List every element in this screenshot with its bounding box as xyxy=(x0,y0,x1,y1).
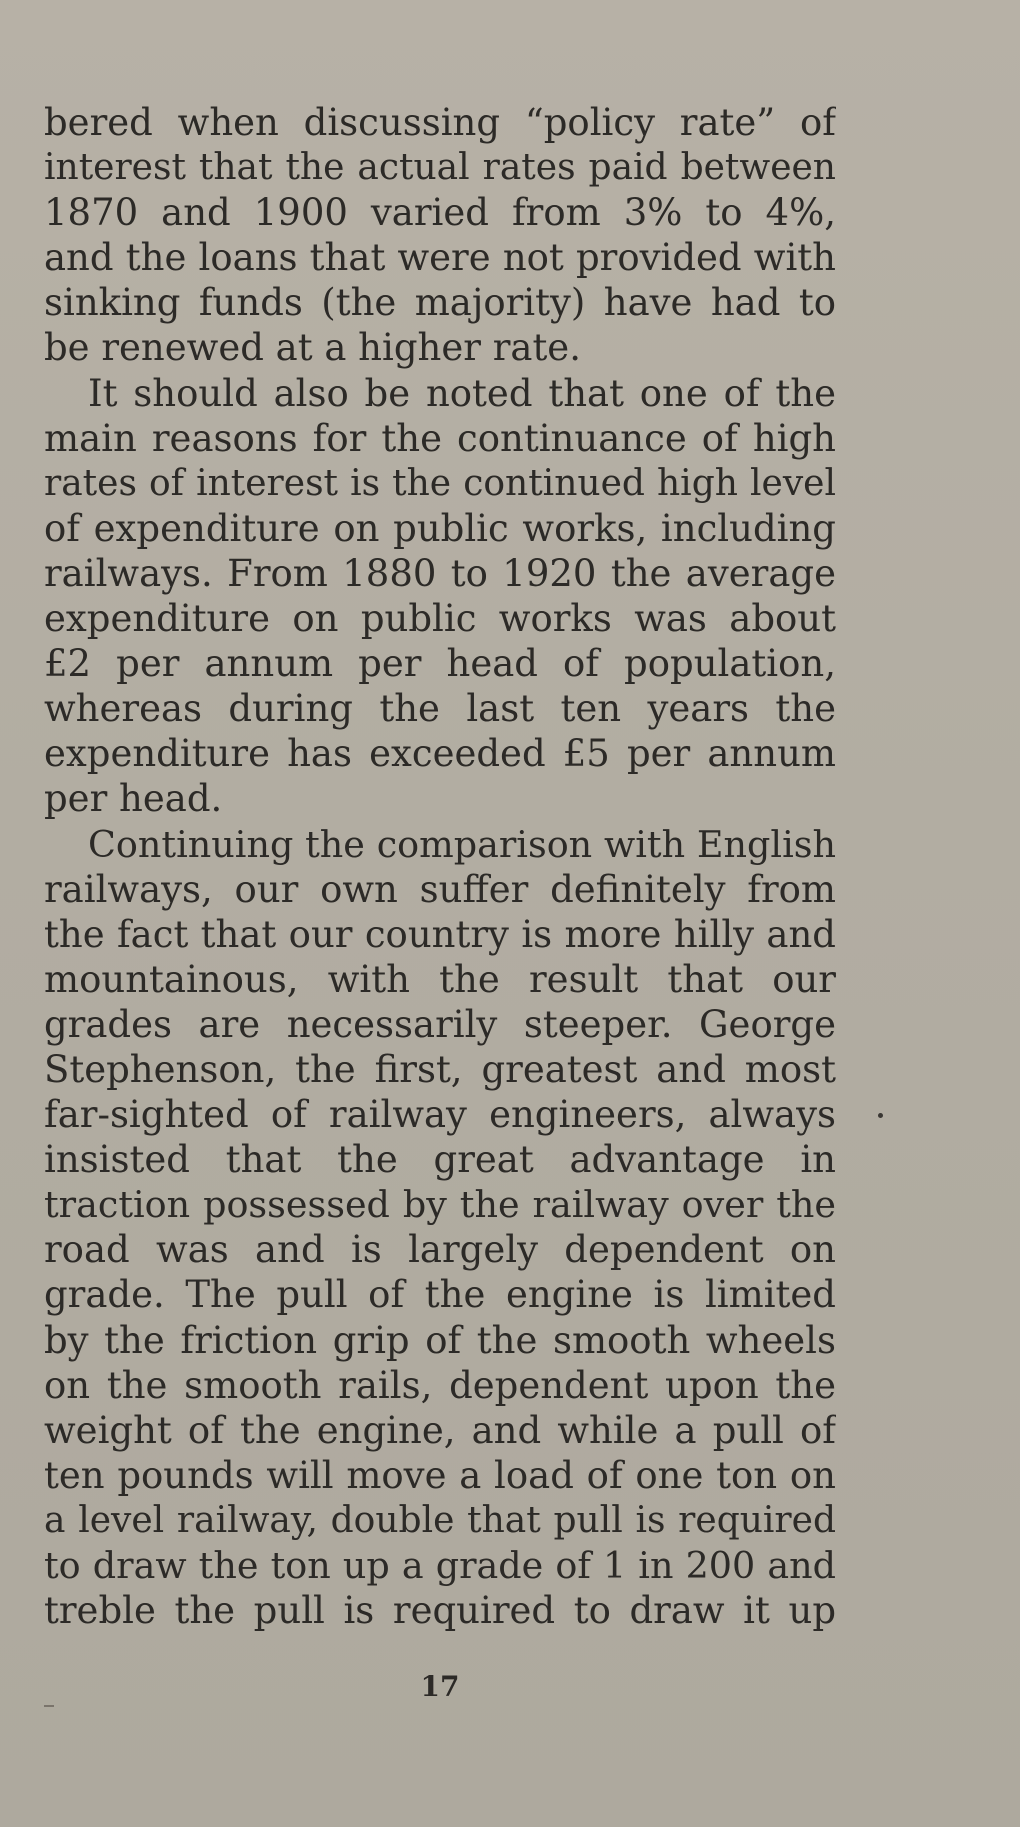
text-line: mountainous, with the result that our xyxy=(44,957,836,1001)
body-text xyxy=(44,100,836,1633)
text-line: expenditure has exceeded £5 per annum xyxy=(44,732,836,776)
text-line: ten pounds will move a load of one ton on xyxy=(44,1453,836,1497)
text-line: railways. From 1880 to 1920 the average xyxy=(44,551,836,595)
text-line: and the loans that were not provided with xyxy=(44,236,836,280)
text-line: on the smooth rails, dependent upon the xyxy=(44,1363,836,1407)
text-line: bered when discussing “policy rate” of xyxy=(44,101,836,144)
text-line: grades are necessarily steeper. George xyxy=(44,1002,836,1046)
margin-mark xyxy=(44,1705,54,1707)
text-line: insisted that the great advantage in xyxy=(44,1138,836,1182)
text-line: the fact that our country is more hilly and xyxy=(44,912,836,956)
text-line: interest that the actual rates paid between xyxy=(44,147,836,189)
text-line: grade. The pull of the engine is limited xyxy=(44,1273,836,1317)
text-line: rates of interest is the continued high level xyxy=(44,462,836,504)
text-line: railways, our own suffer definitely from xyxy=(44,867,836,911)
text-line: far-sighted of railway engineers, always xyxy=(44,1093,836,1137)
text-line: 1870 and 1900 varied from 3% to 4%, xyxy=(44,191,836,235)
text-line: road was and is largely dependent on xyxy=(44,1228,836,1272)
page-number: 17 xyxy=(420,1670,460,1703)
text-line: per head. xyxy=(44,777,223,821)
text-line: be renewed at a higher rate. xyxy=(44,326,581,370)
text-line: of expenditure on public works, including xyxy=(44,506,836,550)
text-line: main reasons for the continuance of high xyxy=(44,416,836,460)
text-line: whereas during the last ten years the xyxy=(44,687,836,731)
text-line: £2 per annum per head of population, xyxy=(44,642,836,686)
text-line: sinking funds (the majority) have had to xyxy=(44,281,836,325)
text-line: It should also be noted that one of the xyxy=(88,371,836,415)
text-line: Stephenson, the first, greatest and most xyxy=(44,1047,836,1091)
ink-speck xyxy=(878,1113,883,1118)
text-line: weight of the engine, and while a pull of xyxy=(44,1408,836,1452)
text-line: Continuing the comparison with English xyxy=(88,822,836,866)
text-line: treble the pull is required to draw it up xyxy=(44,1589,836,1633)
text-line: expenditure on public works was about xyxy=(44,597,836,641)
text-line: to draw the ton up a grade of 1 in 200 and xyxy=(44,1544,836,1587)
text-line: by the friction grip of the smooth wheels xyxy=(44,1318,836,1362)
text-line: traction possessed by the railway over the xyxy=(44,1183,836,1227)
text-line: a level railway, double that pull is required xyxy=(44,1499,836,1541)
